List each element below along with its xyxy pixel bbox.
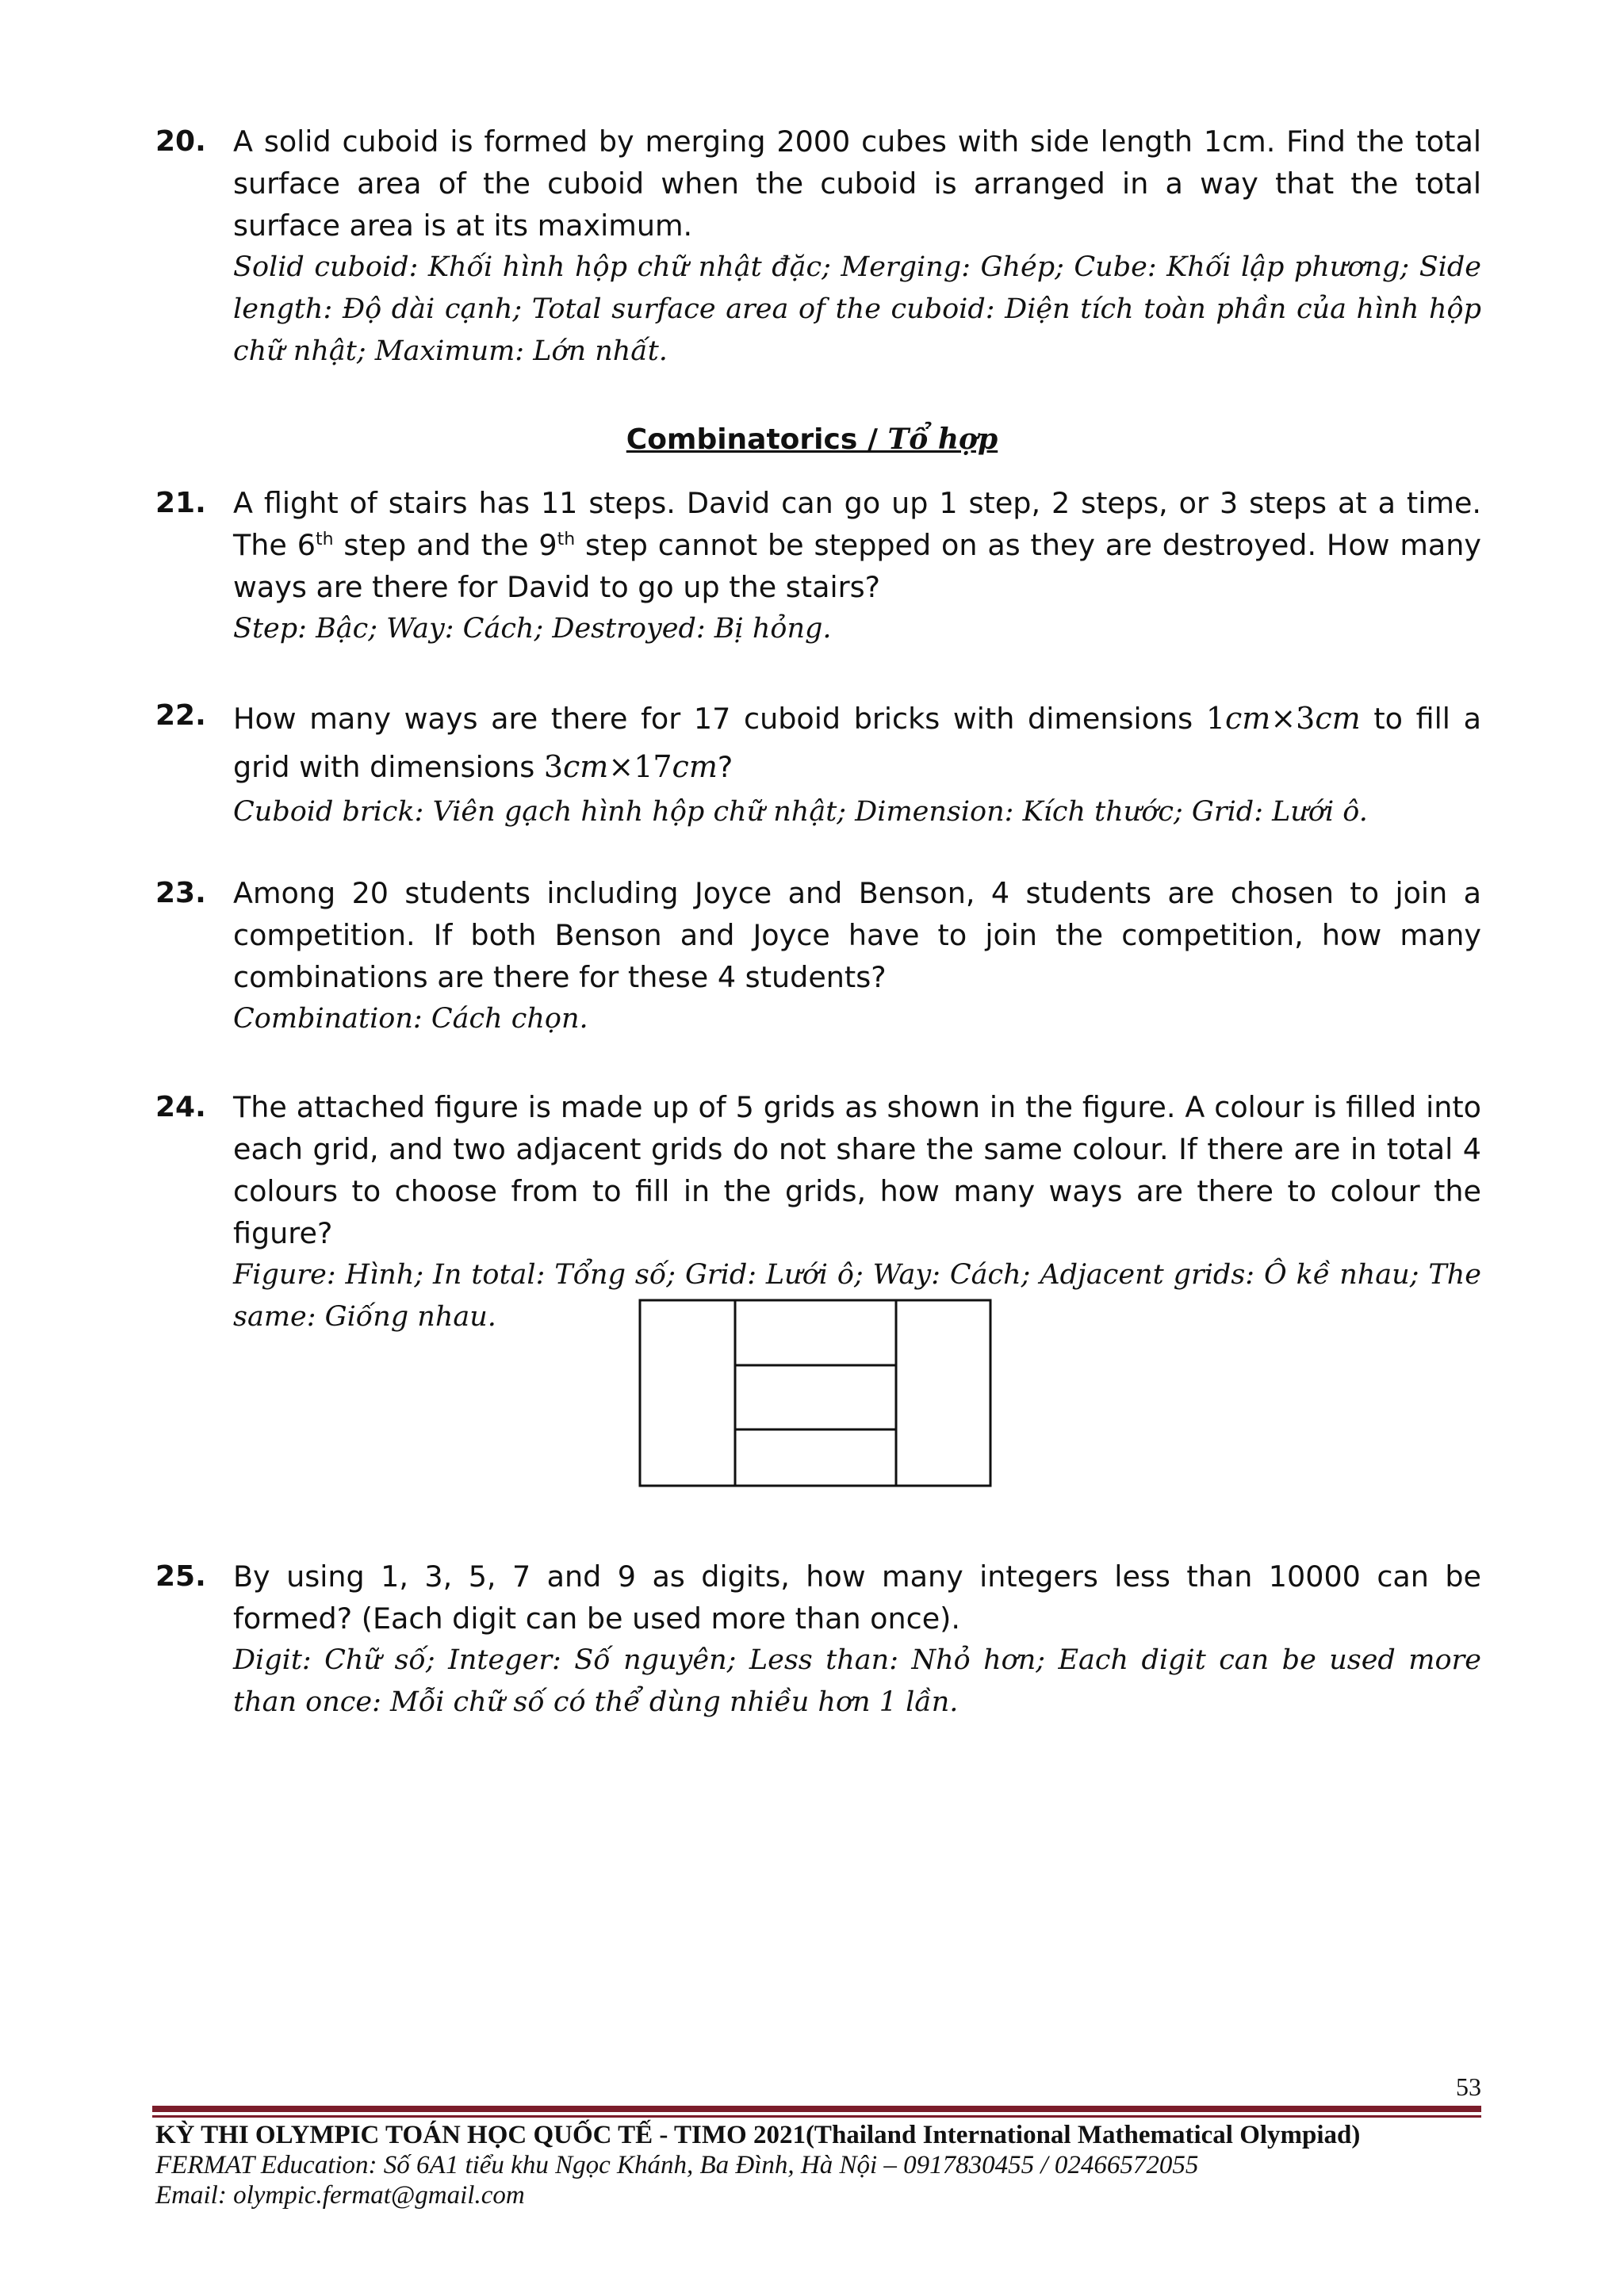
- problem-text: [233, 482, 1481, 608]
- vietnamese-glossary: Figure: Hình; In total: Tổng số; Grid: Lưới ô; Way: Cách; Adjacent grids: Ô kề nhau; The same: Giống nhau.: [233, 1259, 1481, 1333]
- math-num: 1: [1205, 701, 1225, 736]
- text-part: How many ways are there for 17 cuboid bricks with dimensions: [233, 702, 1206, 736]
- problem-text: [233, 695, 1481, 791]
- math-times: ×: [608, 749, 634, 784]
- problem-22: [155, 695, 1481, 833]
- section-title-en: Combinatorics /: [626, 423, 888, 456]
- footer-email: Email: olympic.fermat@gmail.com: [155, 2181, 525, 2210]
- problem-text: The attached figure is made up of 5 grids as shown in the figure. A colour is filled into each grid, and two adjacent grids do not share the same colour. If there are in total 4 colours to choose from to fill in the grids, how many ways are there to colour the figure?: [233, 1090, 1481, 1250]
- footer-address: FERMAT Education: Số 6A1 tiểu khu Ngọc Khánh, Ba Đình, Hà Nội – 0917830455 / 02466572055: [155, 2151, 1199, 2179]
- dimension-3x17: [544, 749, 718, 784]
- ordinal-suffix: th: [557, 529, 576, 549]
- problem-number: 22.: [155, 699, 206, 732]
- text-part: step and the 9: [333, 528, 557, 562]
- text-part: A flight of stairs has 11 steps. David can go up 1 step, 2 steps, or 3 steps at a time. The 6: [233, 486, 1481, 562]
- problem-text: A solid cuboid is formed by merging 2000 cubes with side length 1cm. Find the total surface area of the cuboid when the cuboid is arranged in a way that the total surface area is at its maximum.: [233, 124, 1481, 243]
- text-part: ?: [717, 750, 733, 784]
- five-grid-figure: [638, 1299, 992, 1489]
- math-num: 17: [634, 749, 672, 784]
- math-times: ×: [1270, 701, 1297, 736]
- problem-25: [155, 1556, 1481, 1724]
- math-unit: cm: [1315, 701, 1361, 736]
- problem-21: [155, 482, 1481, 650]
- page-number: 53: [1456, 2072, 1481, 2101]
- problem-text: Among 20 students including Joyce and Benson, 4 students are chosen to join a competition. If both Benson and Joyce have to join the competition, how many combinations are there for these 4 students?: [233, 876, 1481, 994]
- footer-rule-thin: [152, 2115, 1481, 2118]
- footer: [155, 2120, 1503, 2210]
- ordinal-suffix: th: [315, 529, 334, 549]
- vietnamese-glossary: Step: Bậc; Way: Cách; Destroyed: Bị hỏng.: [233, 613, 832, 645]
- problem-text: By using 1, 3, 5, 7 and 9 as digits, how many integers less than 10000 can be formed? (Each digit can be used more than once).: [233, 1559, 1481, 1636]
- problem-number: 23.: [155, 877, 206, 909]
- math-num: 3: [543, 749, 564, 784]
- problem-number: 24.: [155, 1091, 206, 1123]
- section-title: [0, 419, 1624, 461]
- text-part: to fill a grid with dimensions: [233, 702, 1481, 784]
- vietnamese-glossary: Cuboid brick: Viên gạch hình hộp chữ nhật; Dimension: Kích thước; Grid: Lưới ô.: [233, 796, 1368, 828]
- dimension-1x3: [1206, 701, 1361, 736]
- problem-number: 20.: [155, 125, 206, 158]
- text-part: step cannot be stepped on as they are destroyed. How many ways are there for David to go up the stairs?: [233, 528, 1481, 604]
- math-unit: cm: [1225, 701, 1271, 736]
- section-title-vi: Tổ hợp: [887, 423, 998, 456]
- math-num: 3: [1296, 701, 1316, 736]
- math-unit: cm: [563, 749, 609, 784]
- footer-title: KỲ THI OLYMPIC TOÁN HỌC QUỐC TẾ - TIMO 2021(Thailand International Mathematical Olympiad): [155, 2121, 1361, 2149]
- problem-20: [155, 121, 1481, 373]
- footer-rule-thick: [152, 2106, 1481, 2112]
- problem-number: 21.: [155, 487, 206, 519]
- vietnamese-glossary: Digit: Chữ số; Integer: Số nguyên; Less than: Nhỏ hơn; Each digit can be used more than once: Mỗi chữ số có thể dùng nhiều hơn 1 lần.: [233, 1644, 1481, 1718]
- vietnamese-glossary: Solid cuboid: Khối hình hộp chữ nhật đặc; Merging: Ghép; Cube: Khối lập phương; Side length: Độ dài cạnh; Total surface area of the cuboid: Diện tích toàn phần của hình hộp chữ nhật; Maximum: Lớn nhất.: [233, 251, 1481, 367]
- grid-outer: [640, 1300, 990, 1486]
- math-unit: cm: [672, 749, 718, 784]
- problem-23: [155, 872, 1481, 1040]
- vietnamese-glossary: Combination: Cách chọn.: [233, 1003, 588, 1035]
- problem-number: 25.: [155, 1560, 206, 1593]
